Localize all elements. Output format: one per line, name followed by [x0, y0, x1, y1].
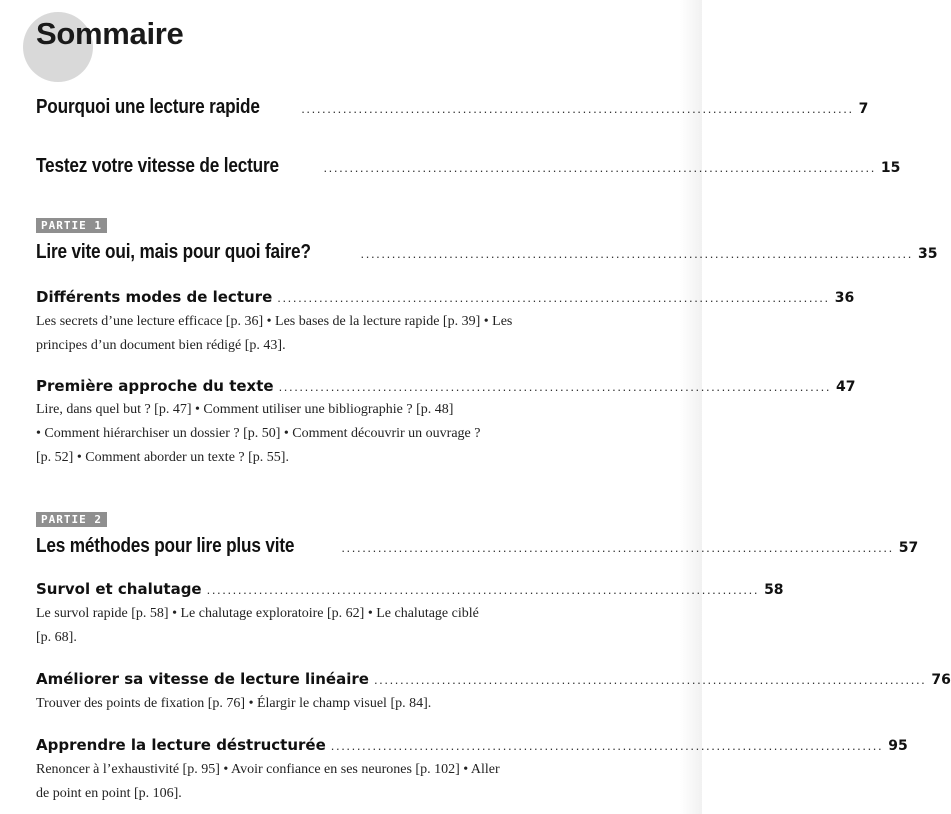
toc-entry[interactable]: [36, 96, 869, 119]
dot-leader: ..........................................................................................................: [206, 582, 760, 597]
toc-page-number: 47: [836, 379, 856, 395]
dot-leader: ..........................................................................................................: [373, 672, 927, 687]
dot-leader: ..........................................................................................................: [301, 101, 854, 116]
chapter-title: Améliorer sa vitesse de lecture linéaire: [36, 670, 369, 688]
chapter-description: [36, 310, 636, 358]
chapter-description: [36, 692, 636, 716]
chapter-title: Apprendre la lecture déstructurée: [36, 736, 326, 754]
description-line: • Comment hiérarchiser un dossier ? [p. 50] • Comment découvrir un ouvrage ?: [36, 426, 481, 441]
description-line: [p. 52] • Comment aborder un texte ? [p. 55].: [36, 450, 289, 465]
toc-page-number: 7: [858, 101, 869, 117]
description-line: de point en point [p. 106].: [36, 786, 182, 801]
description-line: Les secrets d’une lecture efficace [p. 36] • Les bases de la lecture rapide [p. 39] • Les: [36, 314, 513, 329]
chapter-entry[interactable]: [36, 288, 855, 306]
dot-leader: ..........................................................................................................: [277, 290, 830, 305]
chapter-description: [36, 398, 636, 470]
chapter-entry[interactable]: [36, 580, 784, 598]
chapter-title: Première approche du texte: [36, 377, 274, 395]
chapter-title: Survol et chalutage: [36, 580, 202, 598]
toc-entry[interactable]: [36, 155, 901, 178]
description-line: Lire, dans quel but ? [p. 47] • Comment utiliser une bibliographie ? [p. 48]: [36, 402, 454, 417]
part-title: Les méthodes pour lire plus vite: [36, 535, 295, 557]
chapter-title: Différents modes de lecture: [36, 288, 273, 306]
toc-page-number: 35: [917, 246, 938, 262]
chapter-description: [36, 602, 636, 650]
chapter-description: [36, 758, 636, 806]
dot-leader: ..........................................................................................................: [330, 738, 884, 753]
description-line: Trouver des points de fixation [p. 76] • Élargir le champ visuel [p. 84].: [36, 696, 432, 711]
part-badge: PARTIE 1: [36, 218, 107, 233]
toc-page-number: 36: [834, 290, 855, 306]
part-heading[interactable]: [36, 241, 938, 264]
description-line: principes d’un document bien rédigé [p. 43].: [36, 338, 286, 353]
part-title: Lire vite oui, mais pour quoi faire?: [36, 241, 311, 263]
part-heading[interactable]: [36, 535, 919, 558]
page-title: Sommaire: [36, 16, 184, 51]
description-line: Renoncer à l’exhaustivité [p. 95] • Avoir confiance en ses neurones [p. 102] • Aller: [36, 762, 500, 777]
dot-leader: ..........................................................................................................: [360, 246, 913, 261]
toc-page-number: 58: [764, 582, 784, 598]
chapter-entry[interactable]: [36, 736, 908, 754]
chapter-entry[interactable]: [36, 670, 951, 688]
dot-leader: ..........................................................................................................: [278, 379, 832, 394]
part-badge: PARTIE 2: [36, 512, 107, 527]
description-line: Le survol rapide [p. 58] • Le chalutage exploratoire [p. 62] • Le chalutage ciblé: [36, 606, 479, 621]
toc-entry-label: Testez votre vitesse de lecture: [36, 155, 279, 177]
toc-page-number: 95: [888, 738, 908, 754]
toc-page-number: 15: [880, 160, 901, 176]
toc-page-number: 76: [931, 672, 951, 688]
chapter-entry[interactable]: [36, 377, 856, 395]
toc-entry-label: Pourquoi une lecture rapide: [36, 96, 260, 118]
description-line: [p. 68].: [36, 630, 77, 645]
dot-leader: ..........................................................................................................: [323, 160, 876, 175]
dot-leader: ..........................................................................................................: [341, 540, 894, 555]
toc-page-number: 57: [898, 540, 919, 556]
page-edge-shadow: [680, 0, 702, 814]
